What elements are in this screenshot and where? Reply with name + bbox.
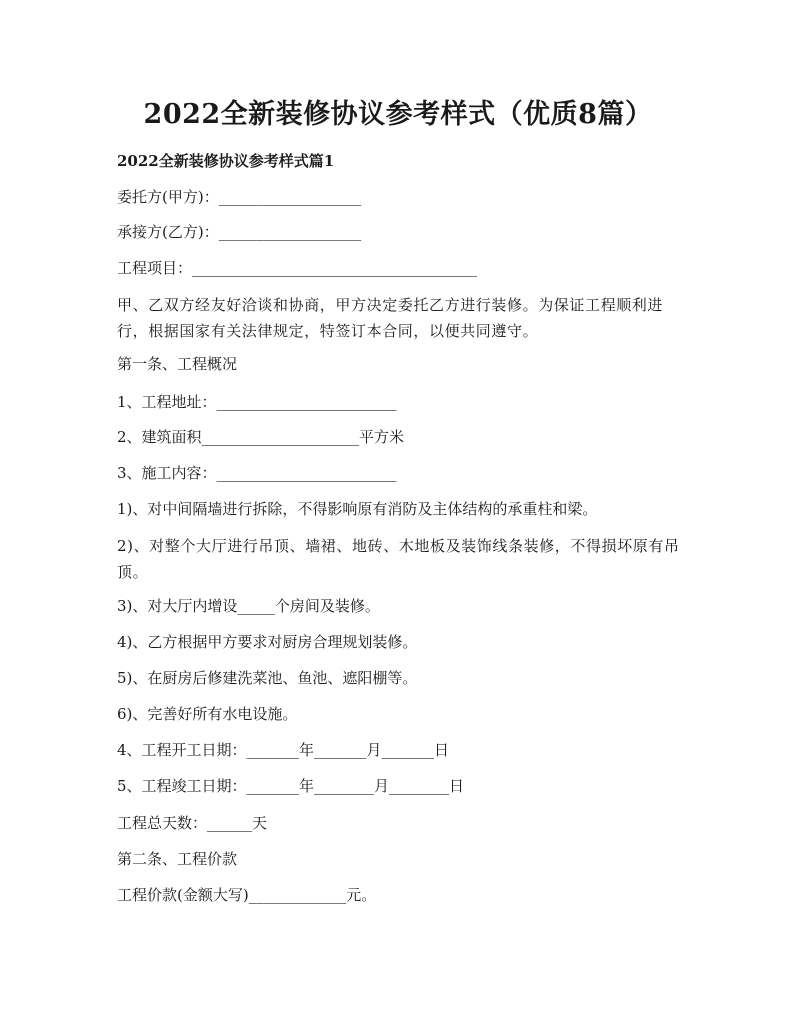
- contract-price-line: 工程价款(金额大写)_____________元。: [117, 886, 377, 904]
- scope-item-5: 5)、在厨房后修建洗菜池、鱼池、遮阳棚等。: [117, 669, 418, 687]
- scope-item-6: 6)、完善好所有水电设施。: [117, 705, 298, 723]
- document-title: 2022全新装修协议参考样式（优质8篇）: [143, 99, 653, 130]
- party-b-line: 承接方(乙方)：___________________: [117, 223, 362, 241]
- start-date-line: 4、工程开工日期：_______年_______月_______日: [117, 741, 450, 759]
- intro-paragraph: 甲、乙双方经友好洽谈和协商，甲方决定委托乙方进行装修。为保证工程顺利进行，根据国家有关法律规定，特签订本合同，以便共同遵守。: [117, 296, 664, 340]
- party-a-line: 委托方(甲方)：___________________: [117, 188, 362, 206]
- section-heading: 2022全新装修协议参考样式篇1: [117, 152, 335, 170]
- project-line: 工程项目：______________________________________: [117, 259, 478, 277]
- scope-item-1: 1)、对中间隔墙进行拆除，不得影响原有消防及主体结构的承重柱和梁。: [117, 500, 598, 518]
- article-2-heading: 第二条、工程价款: [117, 850, 238, 868]
- article-1-heading: 第一条、工程概况: [117, 355, 238, 373]
- scope-item-4: 4)、乙方根据甲方要求对厨房合理规划装修。: [117, 633, 418, 651]
- floor-area-line: 2、建筑面积_____________________平方米: [117, 428, 405, 446]
- scope-line: 3、施工内容：________________________: [117, 464, 397, 482]
- completion-date-line: 5、工程竣工日期：_______年________月________日: [117, 777, 465, 795]
- site-address-line: 1、工程地址：________________________: [117, 393, 397, 411]
- total-days-line: 工程总天数：______天: [117, 814, 268, 832]
- scope-item-2: 2)、对整个大厅进行吊顶、墙裙、地砖、木地板及装饰线条装修，不得损坏原有吊顶。: [117, 537, 680, 581]
- scope-item-3: 3)、对大厅内增设_____个房间及装修。: [117, 597, 380, 615]
